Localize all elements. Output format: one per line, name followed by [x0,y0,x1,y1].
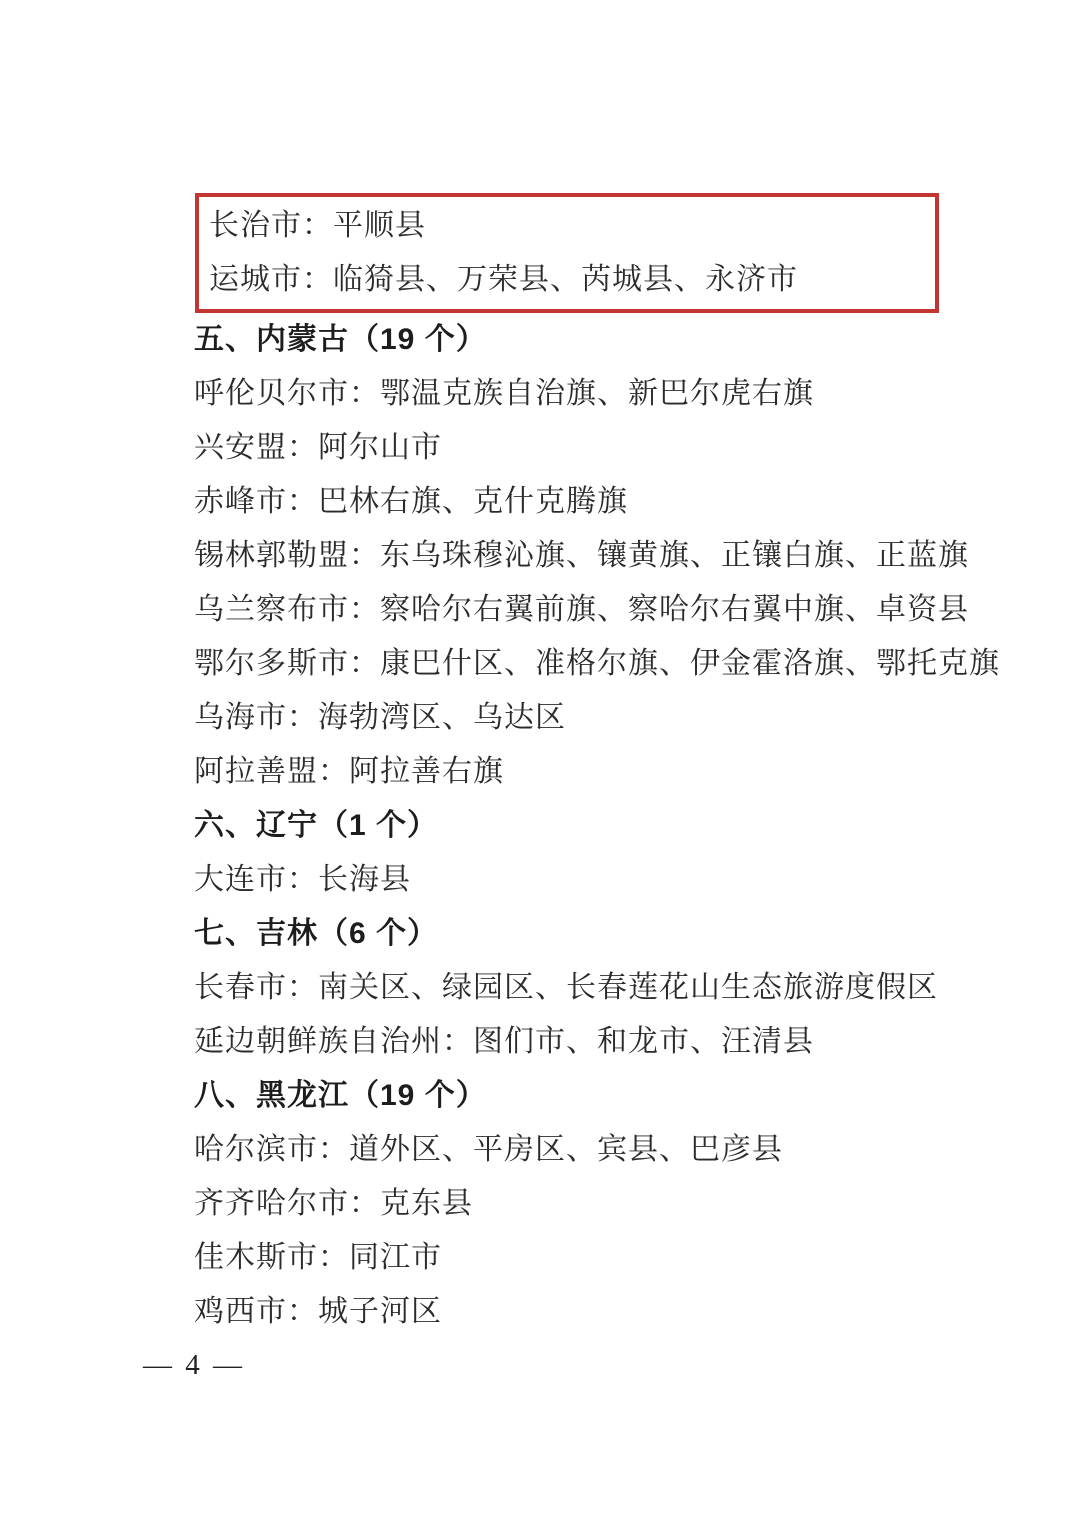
region-line: 大连市：长海县 [194,863,411,896]
region-line: 兴安盟：阿尔山市 [194,431,442,464]
region-line: 佳木斯市：同江市 [194,1241,442,1274]
region-line: 哈尔滨市：道外区、平房区、宾县、巴彦县 [194,1133,783,1166]
region-line: 阿拉善盟：阿拉善右旗 [194,755,504,788]
region-line: 锡林郭勒盟：东乌珠穆沁旗、镶黄旗、正镶白旗、正蓝旗 [194,539,969,572]
region-line: 长春市：南关区、绿园区、长春莲花山生态旅游度假区 [194,971,938,1004]
highlight-line: 长治市：平顺县 [209,209,426,242]
highlight-box [195,193,939,313]
section-heading-heilongjiang: 八、黑龙江（19 个） [194,1079,487,1112]
section-heading-neimenggu: 五、内蒙古（19 个） [194,323,487,356]
highlight-line: 运城市：临猗县、万荣县、芮城县、永济市 [209,263,798,296]
document-content [194,193,1000,1339]
region-line: 呼伦贝尔市：鄂温克族自治旗、新巴尔虎右旗 [194,377,814,410]
region-line: 齐齐哈尔市：克东县 [194,1187,473,1220]
section-heading-liaoning: 六、辽宁（1 个） [194,809,439,842]
region-line: 鸡西市：城子河区 [194,1295,442,1328]
region-line: 延边朝鲜族自治州：图们市、和龙市、汪清县 [194,1025,814,1058]
region-line: 乌兰察布市：察哈尔右翼前旗、察哈尔右翼中旗、卓资县 [194,593,969,626]
section-heading-jilin: 七、吉林（6 个） [194,917,439,950]
region-line: 鄂尔多斯市：康巴什区、准格尔旗、伊金霍洛旗、鄂托克旗 [194,647,1000,680]
page-number: — 4 — [143,1349,245,1381]
region-line: 赤峰市：巴林右旗、克什克腾旗 [194,485,628,518]
region-line: 乌海市：海勃湾区、乌达区 [194,701,566,734]
